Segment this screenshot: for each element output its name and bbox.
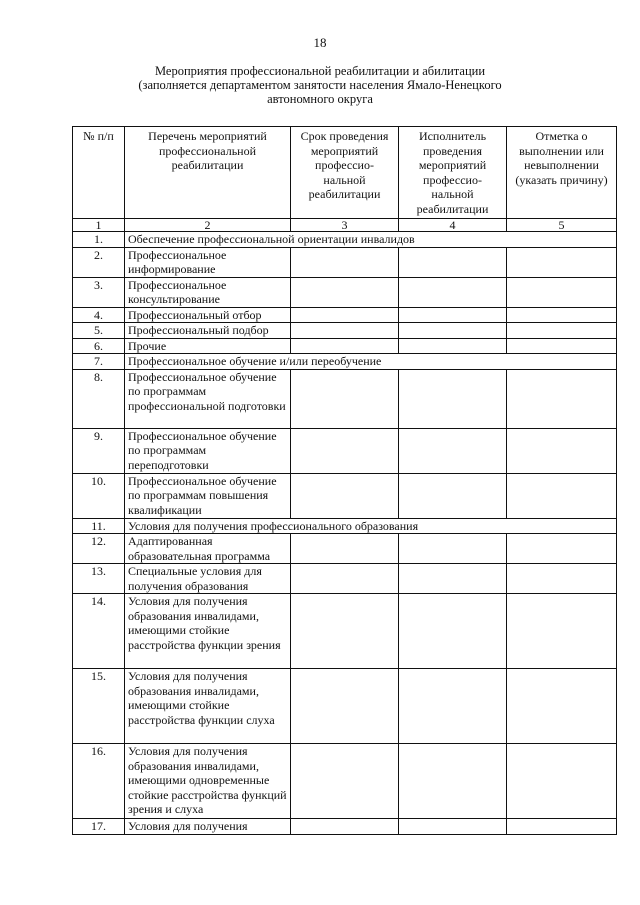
executor-cell[interactable] [399,338,507,354]
executor-cell[interactable] [399,247,507,277]
period-cell[interactable] [291,594,399,669]
header-cell-activities: Перечень мероприятий профессиональной реабилитации [125,127,291,219]
table-row [73,534,617,564]
row-number: 14. [73,594,125,669]
executor-cell[interactable] [399,369,507,428]
mark-cell[interactable] [507,247,617,277]
mark-cell[interactable] [507,277,617,307]
row-number: 17. [73,819,125,835]
table-row [73,369,617,428]
title-line-3: автономного округа [267,92,373,106]
row-number: 11. [73,518,125,534]
activity-name: Профессиональное обучение по программам повышения квалификации [125,473,291,518]
row-number: 4. [73,307,125,323]
executor-cell[interactable] [399,277,507,307]
table-row [73,564,617,594]
mark-cell[interactable] [507,323,617,339]
column-number-1: 1 [73,219,125,232]
table-row [73,594,617,669]
table-body [73,232,617,835]
row-number: 15. [73,669,125,744]
executor-cell[interactable] [399,473,507,518]
period-cell[interactable] [291,428,399,473]
period-cell[interactable] [291,669,399,744]
executor-cell[interactable] [399,744,507,819]
executor-cell[interactable] [399,428,507,473]
mark-cell[interactable] [507,369,617,428]
executor-cell[interactable] [399,307,507,323]
executor-cell[interactable] [399,819,507,835]
row-number: 2. [73,247,125,277]
mark-cell[interactable] [507,819,617,835]
table-row [73,819,617,835]
column-number-5: 5 [507,219,617,232]
activity-name: Профессиональное консультирование [125,277,291,307]
row-number: 7. [73,354,125,370]
page-number: 18 [313,35,327,50]
activity-name: Профессиональное информирование [125,247,291,277]
table-row [73,518,617,534]
activity-name: Профессиональный подбор [125,323,291,339]
period-cell[interactable] [291,534,399,564]
mark-cell[interactable] [507,669,617,744]
activity-name: Профессиональное обучение по программам профессиональной подготовки [125,369,291,428]
column-number-4: 4 [399,219,507,232]
row-number: 6. [73,338,125,354]
activity-name: Профессиональный отбор [125,307,291,323]
period-cell[interactable] [291,277,399,307]
header-cell-period: Срок проведения мероприятий профессио-нальной реабилитации [291,127,399,219]
period-cell[interactable] [291,369,399,428]
column-number-row [73,219,617,232]
mark-cell[interactable] [507,594,617,669]
activity-name: Профессиональное обучение по программам переподготовки [125,428,291,473]
activity-name: Условия для получения [125,819,291,835]
mark-cell[interactable] [507,428,617,473]
table-row [73,338,617,354]
period-cell[interactable] [291,819,399,835]
mark-cell[interactable] [507,534,617,564]
activity-name: Адаптированная образовательная программа [125,534,291,564]
activity-name: Специальные условия для получения образования [125,564,291,594]
row-number: 9. [73,428,125,473]
executor-cell[interactable] [399,594,507,669]
header-row [73,127,617,219]
rehabilitation-table [72,126,617,835]
row-number: 3. [73,277,125,307]
table-row [73,277,617,307]
table-row [73,323,617,339]
activity-name: Условия для получения образования инвалидами, имеющими стойкие расстройства функции слуха [125,669,291,744]
period-cell[interactable] [291,338,399,354]
executor-cell[interactable] [399,564,507,594]
period-cell[interactable] [291,323,399,339]
column-number-3: 3 [291,219,399,232]
row-number: 13. [73,564,125,594]
activity-name: Прочие [125,338,291,354]
activity-name: Условия для получения образования инвалидами, имеющими стойкие расстройства функции зрения [125,594,291,669]
section-heading: Условия для получения профессионального образования [125,518,617,534]
row-number: 5. [73,323,125,339]
period-cell[interactable] [291,473,399,518]
table-row [73,232,617,248]
period-cell[interactable] [291,247,399,277]
table-row [73,247,617,277]
table-row [73,428,617,473]
row-number: 16. [73,744,125,819]
executor-cell[interactable] [399,669,507,744]
mark-cell[interactable] [507,338,617,354]
mark-cell[interactable] [507,307,617,323]
row-number: 8. [73,369,125,428]
section-heading: Профессиональное обучение и/или переобучение [125,354,617,370]
row-number: 12. [73,534,125,564]
table-row [73,354,617,370]
table-row [73,307,617,323]
header-cell-number: № п/п [73,127,125,219]
mark-cell[interactable] [507,744,617,819]
title-line-1: Мероприятия профессиональной реабилитации и абилитации [154,64,486,78]
mark-cell[interactable] [507,564,617,594]
table-row [73,744,617,819]
header-cell-executor: Исполнитель проведения мероприятий профессио-нальной реабилитации [399,127,507,219]
column-number-2: 2 [125,219,291,232]
period-cell[interactable] [291,307,399,323]
section-heading: Обеспечение профессиональной ориентации инвалидов [125,232,617,248]
activity-name: Условия для получения образования инвалидами, имеющими одновременные стойкие расстройства функций зрения и слуха [125,744,291,819]
executor-cell[interactable] [399,534,507,564]
period-cell[interactable] [291,564,399,594]
table-row [73,669,617,744]
table-row [73,473,617,518]
header-cell-mark: Отметка о выполнении или невыполнении (указать причину) [507,127,617,219]
row-number: 1. [73,232,125,248]
executor-cell[interactable] [399,323,507,339]
mark-cell[interactable] [507,473,617,518]
title-line-2: (заполняется департаментом занятости населения Ямало-Ненецкого [138,78,502,92]
period-cell[interactable] [291,744,399,819]
row-number: 10. [73,473,125,518]
document-title [0,64,640,106]
